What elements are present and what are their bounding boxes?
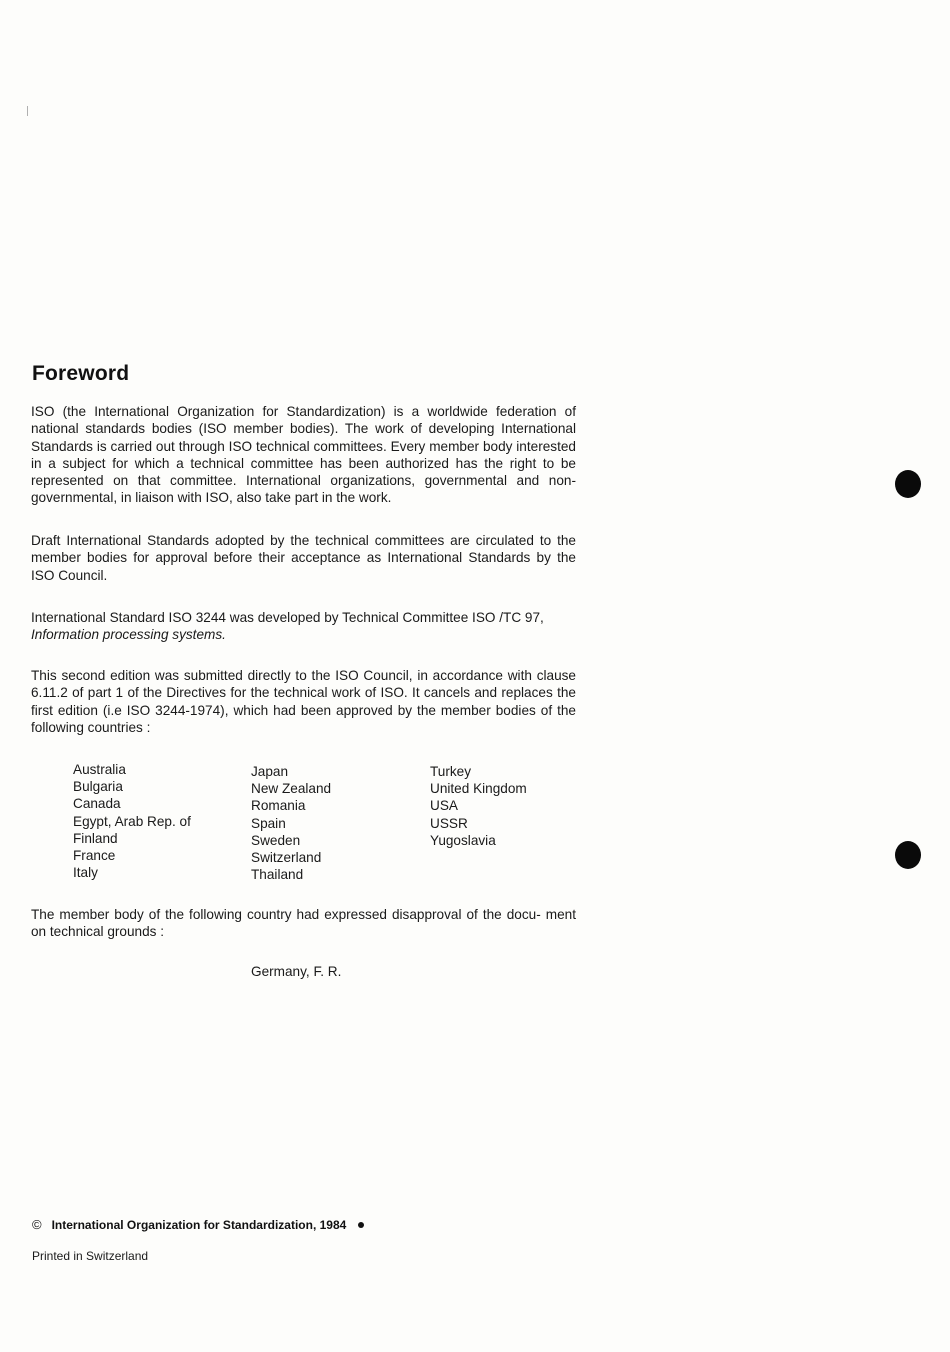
country-item: Finland — [73, 830, 118, 846]
country-item: Yugoslavia — [430, 832, 496, 848]
country-item: Australia — [73, 762, 126, 777]
country-list-column-3 — [430, 763, 527, 849]
country-list-column-2 — [251, 763, 331, 883]
country-item: Sweden — [251, 832, 301, 848]
copyright-symbol: © — [32, 1217, 42, 1232]
printed-in-note: Printed in Switzerland — [32, 1249, 149, 1263]
country-item: Bulgaria — [73, 779, 123, 795]
bullet-icon — [358, 1222, 364, 1228]
punch-hole-icon — [895, 470, 921, 498]
country-item: New Zealand — [251, 781, 332, 797]
dissenting-country: Germany, F. R. — [251, 964, 342, 979]
country-item: Thailand — [251, 867, 304, 883]
paragraph-disapproval: The member body of the following country had expressed disapproval of the docu- ment on technical grounds : — [31, 907, 576, 940]
paragraph-draft-standards: Draft International Standards adopted by the technical committees are circulated to the member bodies for approval before their acceptance as International Standards by the ISO Council. — [31, 533, 576, 583]
country-item: USSR — [430, 815, 468, 831]
country-item: Spain — [251, 815, 286, 831]
country-item: Turkey — [430, 764, 472, 779]
country-list-column-1 — [73, 761, 191, 881]
country-item: USA — [430, 798, 458, 814]
country-item: Romania — [251, 798, 306, 814]
committee-title: Information processing systems. — [31, 627, 226, 643]
copyright-line — [32, 1217, 364, 1232]
country-item: United Kingdom — [430, 781, 527, 797]
country-item: Italy — [73, 865, 98, 881]
paragraph-second-edition: This second edition was submitted directly to the ISO Council, in accordance with clause 6.11.2 of part 1 of the Directives for the technical work of ISO. It cancels and replaces the first edition (i.e ISO 3244-1974), which had been approved by the member bodies of the following countries : — [31, 668, 576, 735]
country-item: Canada — [73, 796, 121, 812]
country-item: Switzerland — [251, 850, 322, 866]
paragraph-technical-committee — [31, 609, 576, 644]
scan-mark — [27, 106, 28, 116]
country-item: Japan — [251, 764, 289, 779]
committee-text: International Standard ISO 3244 was developed by Technical Committee ISO /TC 97, — [31, 610, 544, 625]
paragraph-iso-intro: ISO (the International Organization for Standardization) is a worldwide federation of national standards bodies (ISO member bodies). The work of developing International Standards is carried out through ISO technical committees. Every member body interested in a subject for which a technical committee has been authorized has the right to be represented on that committee. International organizations, governmental and non-governmental, in liaison with ISO, also take part in the work. — [31, 404, 576, 506]
country-item: Egypt, Arab Rep. of — [73, 813, 191, 829]
punch-hole-icon — [895, 841, 921, 869]
country-item: France — [73, 848, 116, 864]
copyright-text: International Organization for Standardization, 1984 — [51, 1218, 347, 1232]
foreword-heading: Foreword — [32, 362, 130, 385]
